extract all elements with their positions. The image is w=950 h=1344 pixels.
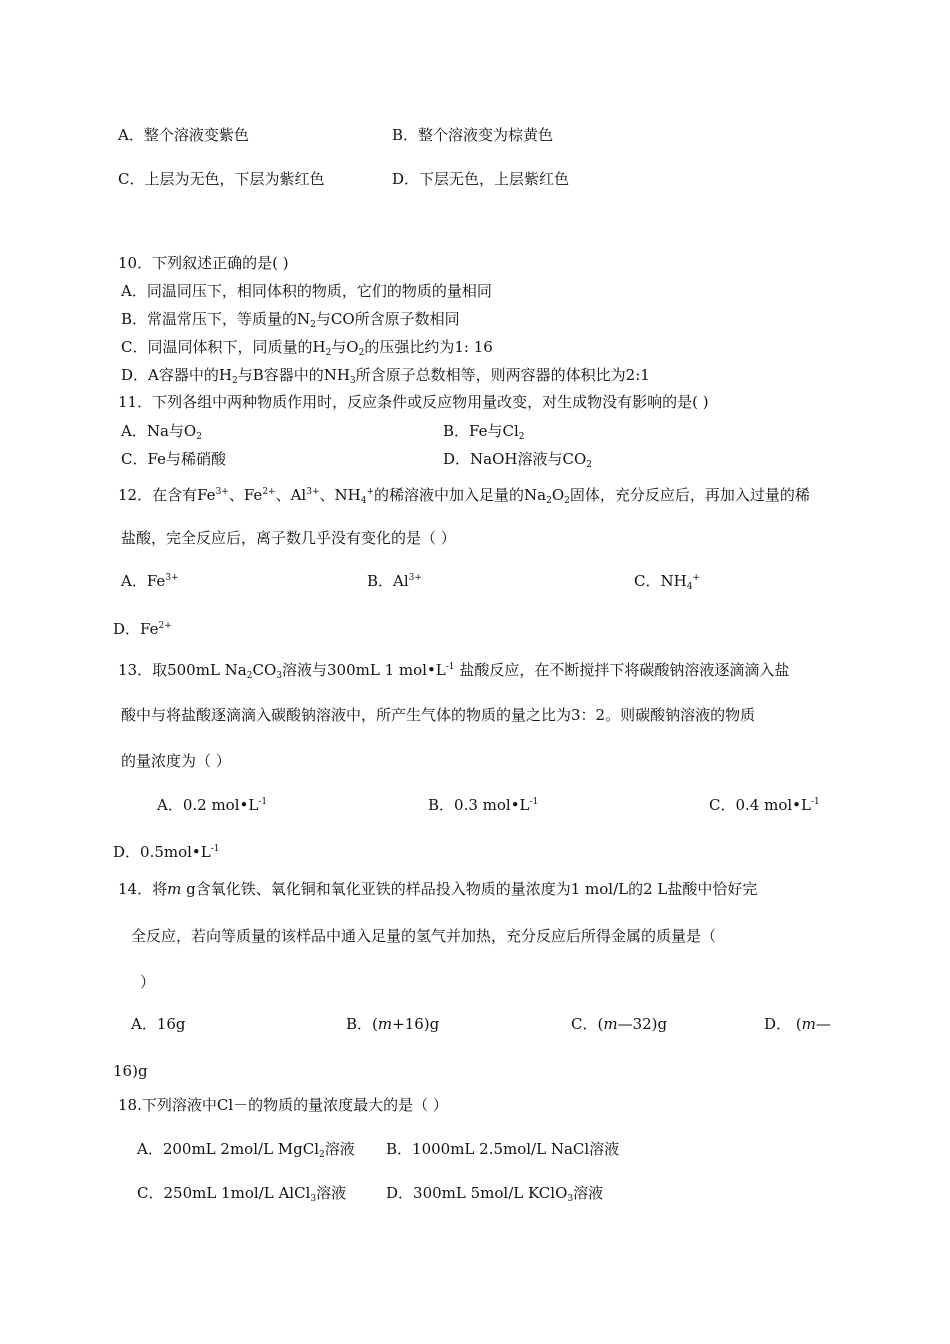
q9-option-b: B．整个溶液变为棕黄色 — [392, 126, 554, 144]
q18-stem: 18.下列溶液中Cl－的物质的量浓度最大的是（ ） — [118, 1096, 448, 1114]
q12-option-c: C．$NH_4^+$ — [634, 572, 700, 592]
q10-option-c: C．同温同体积下，同质量的$H_2$与$O_2$的压强比约为1: 16 — [121, 338, 493, 358]
q14-stem-line2: 全反应，若向等质量的该样品中通入足量的氢气并加热，充分反应后所得金属的质量是（ — [131, 927, 717, 945]
q14-stem-line3: ） — [140, 973, 156, 991]
q11-option-b: B．Fe与$Cl_2$ — [443, 422, 525, 442]
q9-option-d: D．下层无色，上层紫红色 — [392, 170, 570, 188]
q13-stem-line2: 酸中与将盐酸逐滴滴入碳酸钠溶液中，所产生气体的物质的量之比为3：2。则碳酸钠溶液的物质 — [121, 706, 756, 724]
q14-option-a: A．16g — [131, 1015, 186, 1033]
q12-stem-line1: 12．在含有$Fe^{3+}$、$Fe^{2+}$、$Al^{3+}$、$NH_4^+$的稀溶液中加入足量的$Na_2O_2$固体，充分反应后，再加入过量的稀 — [118, 486, 810, 506]
q12-option-d: D．$Fe^{2+}$ — [113, 620, 172, 638]
q13-stem-line1: 13．取500mL $Na_2CO_3$溶液与300mL 1 $mol•L^{-1}$ 盐酸反应，在不断搅拌下将碳酸钠溶液逐滴滴入盐 — [118, 661, 790, 681]
q13-option-d: D．$0.5mol•L^{-1}$ — [113, 843, 220, 861]
q11-option-d: D．NaOH溶液与$CO_2$ — [443, 450, 592, 470]
q11-stem: 11．下列各组中两种物质作用时，反应条件或反应物用量改变，对生成物没有影响的是( ) — [118, 393, 709, 411]
q9-option-c: C．上层为无色，下层为紫红色 — [118, 170, 325, 188]
q12-option-a: A．$Fe^{3+}$ — [121, 572, 179, 590]
q9-option-a: A．整个溶液变紫色 — [118, 126, 249, 144]
q13-option-a: A．0.2 $mol•L^{-1}$ — [157, 796, 268, 814]
q10-option-b: B．常温常压下，等质量的$N_2$与CO所含原子数相同 — [121, 310, 460, 330]
q13-option-c: C．0.4 $mol•L^{-1}$ — [709, 796, 820, 814]
q12-option-b: B．$Al^{3+}$ — [367, 572, 422, 590]
q18-option-c: C．250mL 1mol/L AlCl$_3$溶液 — [137, 1184, 347, 1204]
q11-option-a: A．Na与$O_2$ — [121, 422, 202, 442]
q14-stem-line1: 14．将m g含氧化铁、氧化铜和氧化亚铁的样品投入物质的量浓度为1 mol/L的2 L盐酸中恰好完 — [118, 880, 758, 898]
q10-option-a: A．同温同压下，相同体积的物质，它们的物质的量相同 — [121, 282, 492, 300]
q14-option-b: B．(m+16)g — [346, 1015, 440, 1033]
q14-option-d: D． (m— — [764, 1015, 831, 1033]
q11-option-c: C．Fe与稀硝酸 — [121, 450, 226, 468]
q18-option-d: D．300mL 5mol/L KClO$_3$溶液 — [386, 1184, 604, 1204]
q13-option-b: B．0.3 $mol•L^{-1}$ — [428, 796, 539, 814]
q18-option-b: B．1000mL 2.5mol/L NaCl溶液 — [386, 1140, 620, 1158]
q18-option-a: A．200mL 2mol/L MgCl$_2$溶液 — [137, 1140, 355, 1160]
q14-option-c: C．(m—32)g — [571, 1015, 668, 1033]
q13-stem-line3: 的量浓度为（ ） — [121, 752, 231, 770]
q12-stem-line2: 盐酸，完全反应后，离子数几乎没有变化的是（ ） — [121, 529, 456, 547]
q10-option-d: D．A容器中的$H_2$与B容器中的$NH_3$所含原子总数相等，则两容器的体积比为2:1 — [121, 366, 650, 386]
q14-option-d-continued: 16)g — [113, 1062, 148, 1080]
q10-stem: 10．下列叙述正确的是( ) — [118, 254, 289, 272]
